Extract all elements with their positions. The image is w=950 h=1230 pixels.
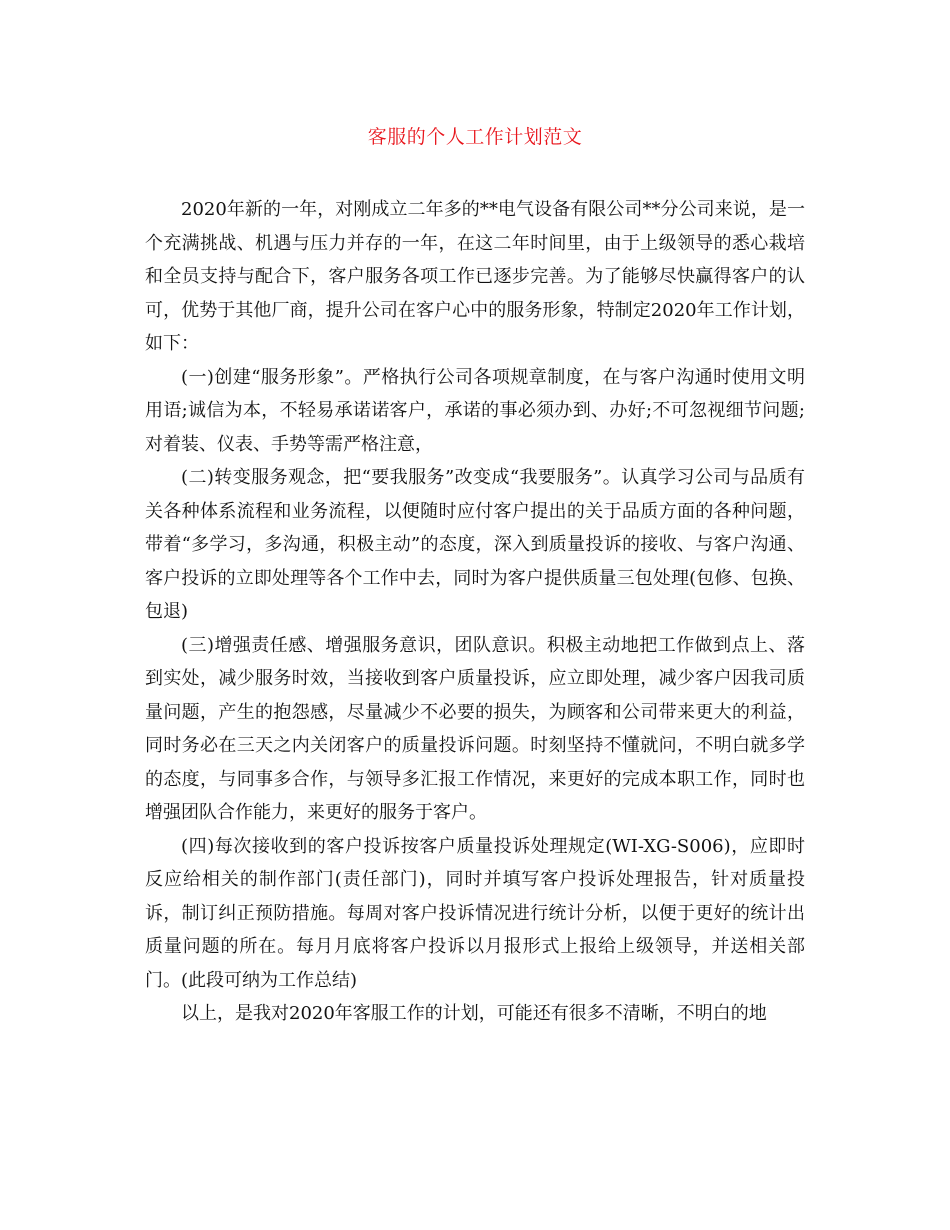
- paragraph-item-2: (二)转变服务观念，把“要我服务”改变成“我要服务”。认真学习公司与品质有关各种体系流程和业务流程，以便随时应付客户提出的关于品质方面的各种问题，带着“多学习，多沟通，积极主动”的态度，深入到质量投诉的接收、与客户沟通、客户投诉的立即处理等各个工作中去，同时为客户提供质量三包处理(包修、包换、包退): [145, 467, 805, 622]
- document-body: [145, 193, 805, 1031]
- paragraph-item-1: (一)创建“服务形象”。严格执行公司各项规章制度，在与客户沟通时使用文明用语;诚信为本，不轻易承诺诺客户，承诺的事必须办到、办好;不可忽视细节问题;对着装、仪表、手势等需严格注意，: [145, 366, 805, 455]
- paragraph-item-4: (四)每次接收到的客户投诉按客户质量投诉处理规定(WI-XG-S006)，应即时反应给相关的制作部门(责任部门)，同时并填写客户投诉处理报告，针对质量投诉，制订纠正预防措施。每周对客户投诉情况进行统计分析，以便于更好的统计出质量问题的所在。每月月底将客户投诉以月报形式上报给上级领导，并送相关部门。(此段可纳为工作总结): [145, 835, 805, 991]
- paragraph-intro: 2020年新的一年，对刚成立二年多的**电气设备有限公司**分公司来说，是一个充满挑战、机遇与压力并存的一年，在这二年时间里，由于上级领导的悉心栽培和全员支持与配合下，客户服务各项工作已逐步完善。为了能够尽快赢得客户的认可，优势于其他厂商，提升公司在客户心中的服务形象，特制定2020年工作计划，如下：: [145, 199, 805, 354]
- document-title: 客服的个人工作计划范文: [367, 126, 583, 148]
- paragraph-closing: 以上，是我对2020年客服工作的计划，可能还有很多不清晰，不明白的地: [181, 1003, 767, 1024]
- paragraph-item-3: (三)增强责任感、增强服务意识，团队意识。积极主动地把工作做到点上、落到实处，减少服务时效，当接收到客户质量投诉，应立即处理，减少客户因我司质量问题，产生的抱怨感，尽量减少不必要的损失，为顾客和公司带来更大的利益，同时务必在三天之内关闭客户的质量投诉问题。时刻坚持不懂就问，不明白就多学的态度，与同事多合作，与领导多汇报工作情况，来更好的完成本职工作，同时也增强团队合作能力，来更好的服务于客户。: [145, 634, 805, 823]
